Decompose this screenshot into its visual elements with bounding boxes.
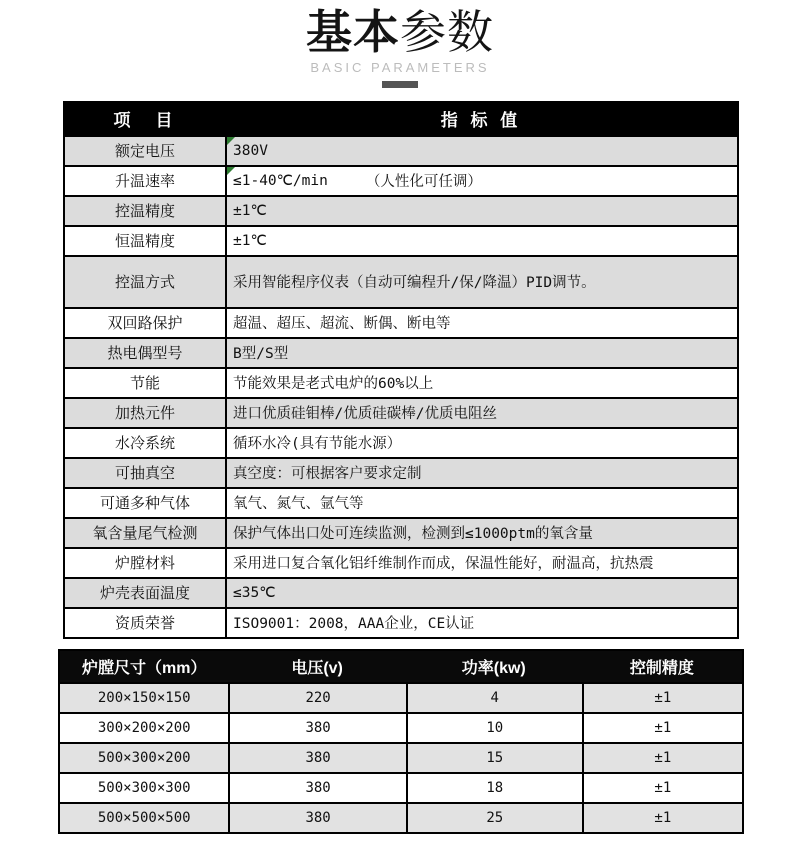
spec-item-label: 水冷系统 <box>114 435 175 453</box>
size-table <box>58 649 744 834</box>
size-row <box>60 802 742 832</box>
size-cell-precision: ±1 <box>582 804 742 832</box>
spec-row <box>65 135 737 165</box>
spec-row <box>65 607 737 637</box>
spec-value-text: 进口优质硅钼棒/优质硅碳棒/优质电阻丝 <box>233 406 497 423</box>
size-cell-voltage: 380 <box>228 714 405 742</box>
spec-item-value <box>225 197 737 225</box>
size-cell-dimensions: 500×300×300 <box>97 779 191 796</box>
excel-corner-marker <box>227 167 235 175</box>
spec-row <box>65 307 737 337</box>
spec-item-value <box>225 489 737 517</box>
spec-item-value <box>225 519 737 547</box>
spec-item-value <box>225 167 737 195</box>
size-header-precision: 控制精度 <box>629 659 694 677</box>
spec-item-value <box>225 399 737 427</box>
spec-value-text: ±1℃ <box>233 202 267 219</box>
spec-item-value <box>225 369 737 397</box>
size-cell-dimensions: 200×150×150 <box>97 689 191 706</box>
size-cell-precision: ±1 <box>582 714 742 742</box>
spec-value-text: B型/S型 <box>233 346 289 363</box>
spec-item-label: 双回路保护 <box>107 315 183 333</box>
size-cell-voltage: 380 <box>228 774 405 802</box>
spec-item-label: 资质荣誉 <box>114 615 175 633</box>
spec-row <box>65 577 737 607</box>
size-cell-voltage: 380 <box>228 744 405 772</box>
size-cell-voltage: 380 <box>228 804 405 832</box>
page-title-secondary: 参数 <box>400 6 494 58</box>
spec-row <box>65 337 737 367</box>
spec-value-text: 超温、超压、超流、断偶、断电等 <box>233 316 451 333</box>
page-title-primary: 基本 <box>306 6 400 58</box>
spec-value-text: 采用进口复合氧化铝纤维制作而成，保温性能好，耐温高，抗热震 <box>233 556 654 573</box>
spec-header-item: 项 目 <box>113 111 177 131</box>
excel-corner-marker <box>227 137 235 145</box>
spec-value-text: 真空度：可根据客户要求定制 <box>233 466 422 483</box>
spec-value-text: ≤1-40℃/min <box>233 172 328 189</box>
spec-row <box>65 487 737 517</box>
spec-table <box>63 101 739 639</box>
spec-row <box>65 255 737 307</box>
spec-row <box>65 397 737 427</box>
size-header-dimensions: 炉膛尺寸（mm） <box>81 659 207 677</box>
spec-value-text: 保护气体出口处可连续监测，检测到≤1000ptm的氧含量 <box>233 526 593 543</box>
spec-item-value <box>225 227 737 255</box>
spec-row <box>65 195 737 225</box>
size-cell-power: 10 <box>406 714 582 742</box>
spec-row <box>65 457 737 487</box>
spec-row <box>65 427 737 457</box>
size-row <box>60 742 742 772</box>
size-cell-dimensions: 500×500×500 <box>97 809 191 826</box>
title-underline-bar <box>382 81 418 88</box>
size-header-voltage: 电压(v) <box>291 659 343 677</box>
spec-item-value <box>225 579 737 607</box>
spec-value-note: （人性化可任调） <box>365 174 482 191</box>
spec-item-value <box>225 609 737 637</box>
spec-item-label: 节能 <box>129 375 160 393</box>
spec-item-label: 额定电压 <box>114 143 175 161</box>
spec-item-label: 控温精度 <box>114 203 175 221</box>
size-cell-power: 15 <box>406 744 582 772</box>
size-row <box>60 712 742 742</box>
spec-row <box>65 367 737 397</box>
spec-item-label: 控温方式 <box>114 274 175 292</box>
spec-item-value <box>225 459 737 487</box>
size-cell-precision: ±1 <box>582 774 742 802</box>
spec-value-text: 氧气、氮气、氩气等 <box>233 496 364 513</box>
spec-value-text: 采用智能程序仪表（自动可编程升/保/降温）PID调节。 <box>233 275 596 292</box>
spec-row <box>65 517 737 547</box>
spec-row <box>65 547 737 577</box>
size-row <box>60 682 742 712</box>
spec-item-value <box>225 339 737 367</box>
spec-value-text: 380V <box>233 142 268 159</box>
page-header <box>0 0 800 88</box>
spec-item-label: 炉壳表面温度 <box>99 585 190 603</box>
spec-row <box>65 165 737 195</box>
size-header-power: 功率(kw) <box>461 659 526 677</box>
spec-item-label: 可抽真空 <box>114 465 175 483</box>
spec-table-header <box>65 103 737 135</box>
spec-value-text: 循环水冷(具有节能水源） <box>233 436 402 453</box>
size-cell-precision: ±1 <box>582 744 742 772</box>
size-cell-power: 4 <box>406 684 582 712</box>
spec-item-label: 热电偶型号 <box>107 345 183 363</box>
spec-item-value <box>225 549 737 577</box>
spec-value-text: 节能效果是老式电炉的60%以上 <box>233 376 434 393</box>
spec-value-text: ISO9001：2008，AAA企业，CE认证 <box>233 616 475 633</box>
spec-item-value <box>225 137 737 165</box>
size-cell-dimensions: 500×300×200 <box>97 749 191 766</box>
spec-item-label: 氧含量尾气检测 <box>92 525 198 543</box>
spec-item-value <box>225 429 737 457</box>
spec-item-label: 炉膛材料 <box>114 555 175 573</box>
size-cell-power: 18 <box>406 774 582 802</box>
size-cell-dimensions: 300×200×200 <box>97 719 191 736</box>
size-row <box>60 772 742 802</box>
spec-item-value <box>225 309 737 337</box>
page-title <box>0 6 800 59</box>
spec-item-label: 可通多种气体 <box>99 495 190 513</box>
spec-value-text: ≤35℃ <box>233 584 276 601</box>
page-subtitle: BASIC PARAMETERS <box>310 59 490 75</box>
size-cell-voltage: 220 <box>228 684 405 712</box>
size-cell-power: 25 <box>406 804 582 832</box>
size-cell-precision: ±1 <box>582 684 742 712</box>
spec-row <box>65 225 737 255</box>
spec-item-label: 升温速率 <box>114 173 175 191</box>
size-table-header <box>60 651 742 682</box>
spec-item-label: 加热元件 <box>114 405 175 423</box>
spec-item-label: 恒温精度 <box>114 233 175 251</box>
spec-value-text: ±1℃ <box>233 232 267 249</box>
spec-header-value: 指 标 值 <box>440 111 522 131</box>
spec-item-value <box>225 257 737 307</box>
